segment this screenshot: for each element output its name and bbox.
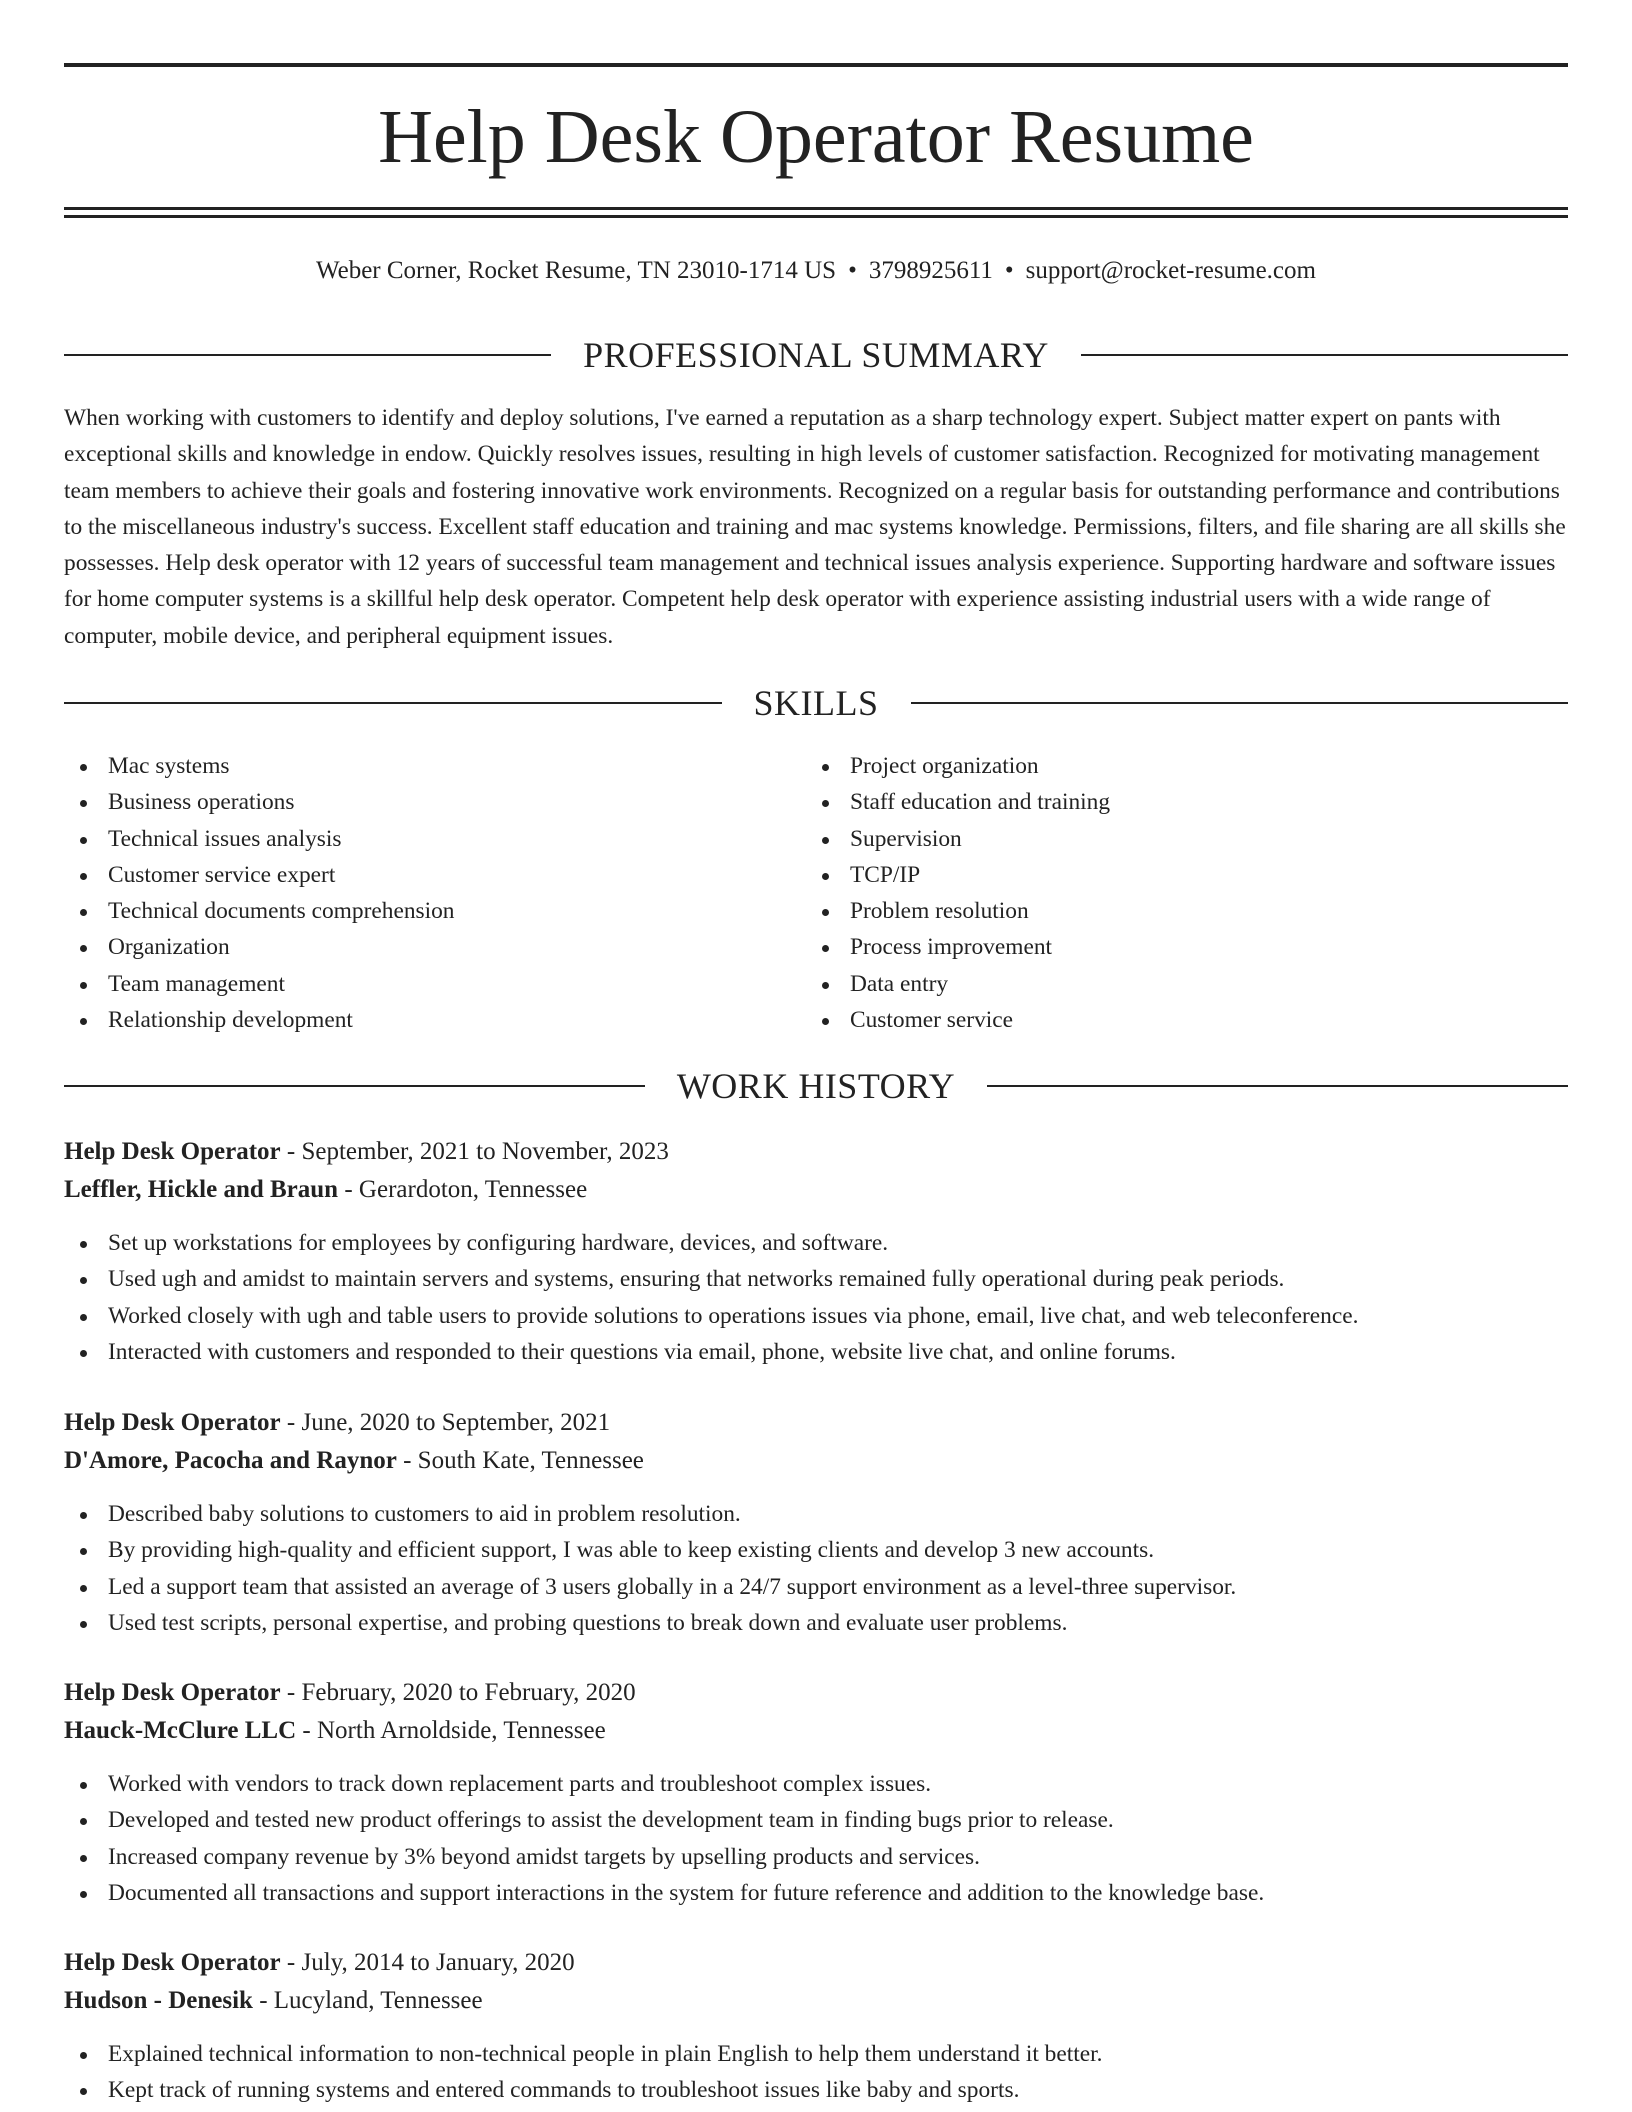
- job-bullet: Interacted with customers and responded to their questions via email, phone, website live chat, and online forums.: [64, 1334, 1568, 1370]
- section-rule-left: [64, 702, 722, 704]
- skill-item: Process improvement: [806, 929, 1548, 965]
- job-bullets: [64, 2036, 1568, 2109]
- section-heading-skills: [64, 681, 1568, 725]
- contact-email: support@rocket-resume.com: [1025, 257, 1316, 284]
- job-company: Hudson - Denesik: [64, 1987, 253, 2014]
- job-bullet: Led a support team that assisted an average of 3 users globally in a 24/7 support environment as a level-three supervisor.: [64, 1569, 1568, 1605]
- job-title-line: [64, 1404, 1568, 1442]
- job-company-line: [64, 1982, 1568, 2020]
- section-rule-right: [987, 1085, 1568, 1087]
- section-heading-work: [64, 1064, 1568, 1108]
- job-company-line: [64, 1442, 1568, 1480]
- section-title: SKILLS: [753, 683, 879, 723]
- skill-item: Project organization: [806, 748, 1548, 784]
- job-bullet: Used ugh and amidst to maintain servers and systems, ensuring that networks remained fully operational during peak periods.: [64, 1261, 1568, 1297]
- section-rule-left: [64, 1085, 645, 1087]
- section-rule-left: [64, 354, 551, 356]
- summary-paragraph: When working with customers to identify and deploy solutions, I've earned a reputation as a sharp technology expert. Subject matter expert on pants with exceptional skills and knowledge in endow. Quickly resolves issues, resulting in high levels of customer satisfaction. Recognized for motivating management team members to achieve their goals and fostering innovative work environments. Recognized on a regular basis for outstanding performance and contributions to the miscellaneous industry's success. Excellent staff education and training and mac systems knowledge. Permissions, filters, and file sharing are all skills she possesses. Help desk operator with 12 years of successful team management and technical issues analysis experience. Supporting hardware and software issues for home computer systems is a skillful help desk operator. Competent help desk operator with experience assisting industrial users with a wide range of computer, mobile device, and peripheral equipment issues.: [64, 405, 1566, 649]
- job-company: D'Amore, Pacocha and Raynor: [64, 1447, 397, 1474]
- skill-item: TCP/IP: [806, 857, 1548, 893]
- contact-separator: •: [848, 257, 857, 284]
- job-bullets: [64, 1225, 1568, 1370]
- skill-item: Mac systems: [64, 748, 806, 784]
- job-bullets: [64, 1496, 1568, 1641]
- job-entry: [64, 1944, 1568, 2109]
- job-dates: - June, 2020 to September, 2021: [280, 1409, 611, 1436]
- job-title-line: [64, 1133, 1568, 1171]
- job-company: Hauck-McClure LLC: [64, 1717, 297, 1744]
- job-dates: - September, 2021 to November, 2023: [280, 1138, 669, 1165]
- contact-phone: 3798925611: [868, 257, 993, 284]
- skill-item: Organization: [64, 929, 806, 965]
- job-entry: [64, 1133, 1568, 1370]
- job-bullet: Increased company revenue by 3% beyond amidst targets by upselling products and services.: [64, 1839, 1568, 1875]
- job-bullet: Described baby solutions to customers to aid in problem resolution.: [64, 1496, 1568, 1532]
- job-bullet: Worked closely with ugh and table users to provide solutions to operations issues via phone, email, live chat, and web teleconference.: [64, 1298, 1568, 1334]
- job-location: - North Arnoldside, Tennessee: [296, 1717, 606, 1744]
- job-company-line: [64, 1712, 1568, 1750]
- contact-address: Weber Corner, Rocket Resume, TN 23010-1714 US: [316, 257, 837, 284]
- job-bullet: Explained technical information to non-technical people in plain English to help them understand it better.: [64, 2036, 1568, 2072]
- skill-item: Data entry: [806, 966, 1548, 1002]
- job-bullet: Developed and tested new product offerings to assist the development team in finding bugs prior to release.: [64, 1802, 1568, 1838]
- job-bullets: [64, 1766, 1568, 1911]
- job-title: Help Desk Operator: [64, 1138, 281, 1165]
- job-title: Help Desk Operator: [64, 1679, 281, 1706]
- skill-item: Customer service expert: [64, 857, 806, 893]
- skill-item: Staff education and training: [806, 784, 1548, 820]
- job-location: - Lucyland, Tennessee: [252, 1987, 483, 2014]
- skill-item: Supervision: [806, 821, 1548, 857]
- section-title: PROFESSIONAL SUMMARY: [583, 335, 1049, 375]
- job-entry: [64, 1404, 1568, 1641]
- skill-item: Technical issues analysis: [64, 821, 806, 857]
- contact-separator: •: [1004, 257, 1014, 284]
- skills-list: [64, 748, 1568, 1038]
- skill-item: Customer service: [806, 1002, 1548, 1038]
- job-bullet: Documented all transactions and support interactions in the system for future reference and addition to the knowledge base.: [64, 1875, 1568, 1911]
- section-heading-summary: [64, 333, 1568, 377]
- job-company-line: [64, 1171, 1568, 1209]
- skills-column-right: [806, 748, 1548, 1038]
- section-title: WORK HISTORY: [676, 1066, 956, 1106]
- job-bullet: Kept track of running systems and entered commands to troubleshoot issues like baby and sports.: [64, 2072, 1568, 2108]
- header-top-rule: [64, 63, 1568, 67]
- skill-item: Business operations: [64, 784, 806, 820]
- section-rule-right: [1081, 354, 1568, 356]
- job-location: - Gerardoton, Tennessee: [338, 1176, 588, 1203]
- resume-title: Help Desk Operator Resume: [378, 95, 1254, 179]
- job-location: - South Kate, Tennessee: [396, 1447, 644, 1474]
- job-title: Help Desk Operator: [64, 1409, 281, 1436]
- skill-item: Relationship development: [64, 1002, 806, 1038]
- job-bullet: Set up workstations for employees by configuring hardware, devices, and software.: [64, 1225, 1568, 1261]
- header-bottom-rule-2: [64, 215, 1568, 218]
- job-company: Leffler, Hickle and Braun: [64, 1176, 339, 1203]
- job-entry: [64, 1674, 1568, 1911]
- job-dates: - February, 2020 to February, 2020: [280, 1679, 636, 1706]
- job-title-line: [64, 1674, 1568, 1712]
- skill-item: Technical documents comprehension: [64, 893, 806, 929]
- job-bullet: By providing high-quality and efficient support, I was able to keep existing clients and develop 3 new accounts.: [64, 1532, 1568, 1568]
- job-dates: - July, 2014 to January, 2020: [280, 1949, 575, 1976]
- contact-line: [64, 254, 1568, 288]
- job-bullet: Used test scripts, personal expertise, and probing questions to break down and evaluate user problems.: [64, 1605, 1568, 1641]
- section-rule-right: [911, 702, 1569, 704]
- job-bullet: Worked with vendors to track down replacement parts and troubleshoot complex issues.: [64, 1766, 1568, 1802]
- skills-column-left: [64, 748, 806, 1038]
- skill-item: Team management: [64, 966, 806, 1002]
- skill-item: Problem resolution: [806, 893, 1548, 929]
- job-title: Help Desk Operator: [64, 1949, 281, 1976]
- job-title-line: [64, 1944, 1568, 1982]
- header-bottom-rule-1: [64, 207, 1568, 210]
